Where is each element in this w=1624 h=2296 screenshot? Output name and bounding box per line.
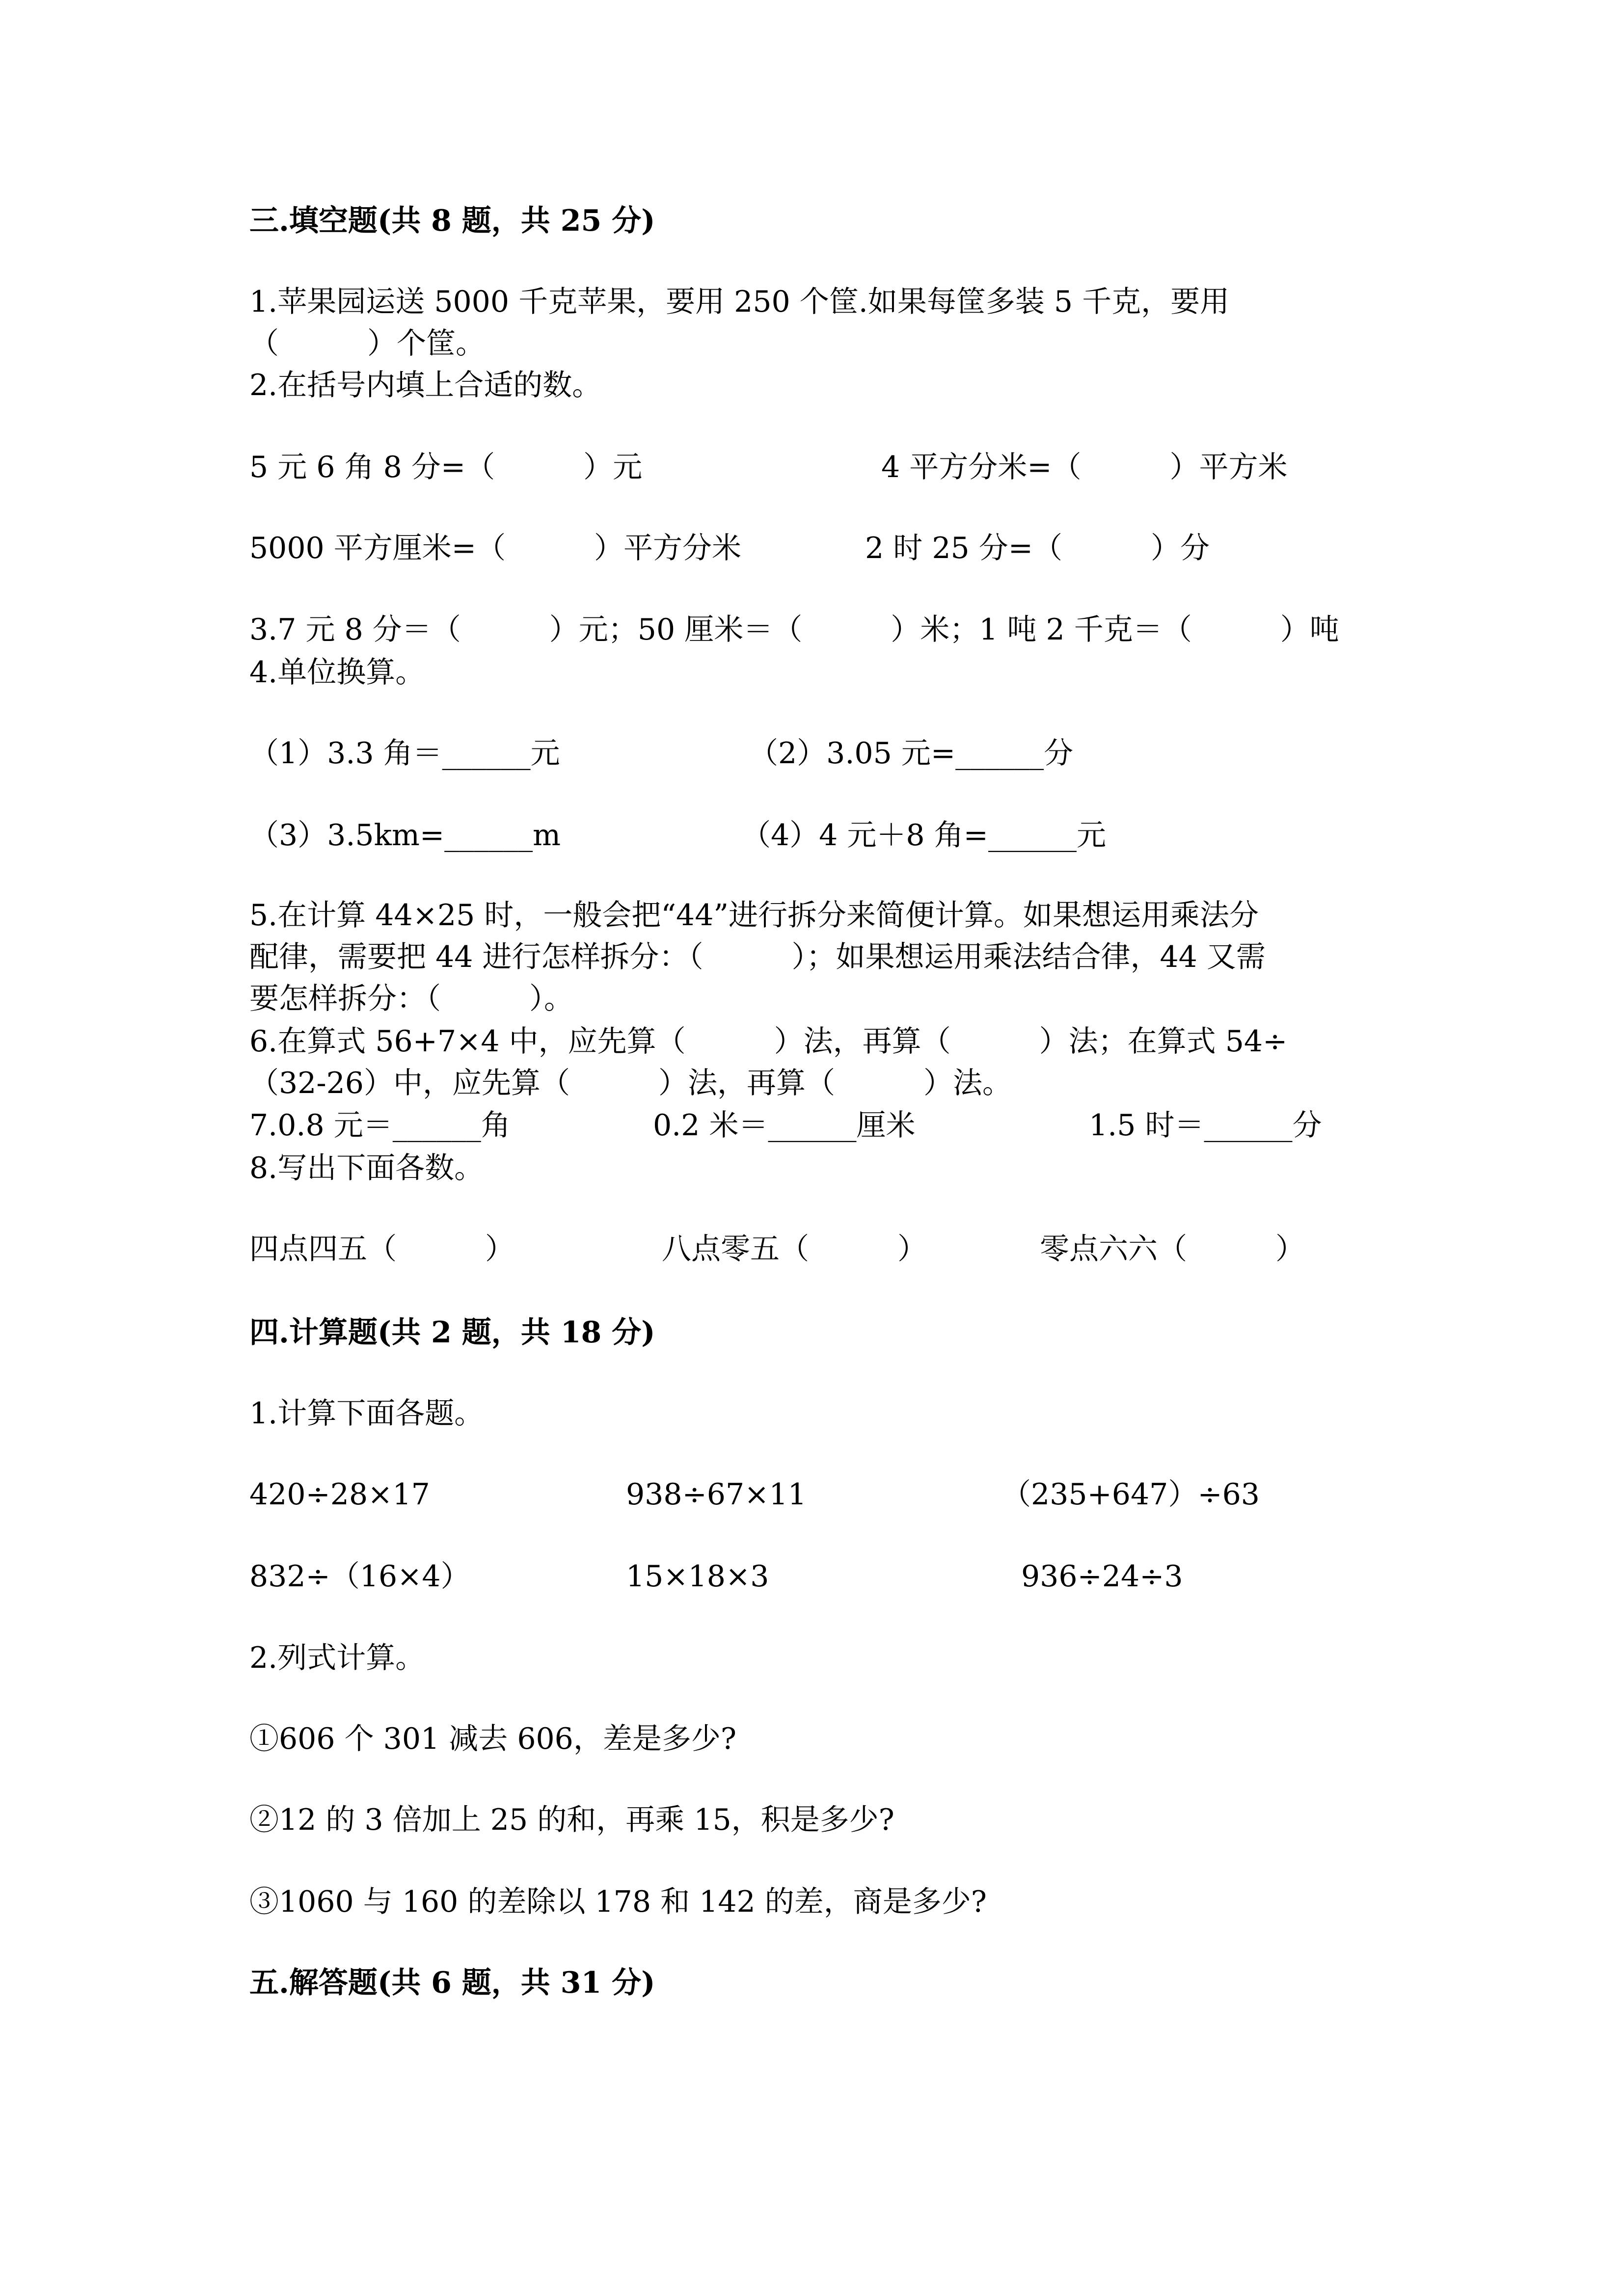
question-4-item-1: （1）3.3 角＝______元 (249, 736, 560, 771)
question-6-line-1: 6.在算式 56+7×4 中，应先算（ ）法，再算（ ）法；在算式 54÷ (249, 1024, 1288, 1059)
calc-expression-4: 832÷（16×4） (249, 1559, 470, 1594)
question-2-item-1: 5 元 6 角 8 分=（ ）元 (249, 450, 643, 484)
section-heading-fill-in-blank: 三.填空题(共 8 题，共 25 分) (249, 204, 655, 238)
question-3: 3.7 元 8 分＝（ ）元；50 厘米＝（ ）米；1 吨 2 千克＝（ ）吨 (249, 613, 1339, 647)
question-7-item-3: 1.5 时＝______分 (1089, 1108, 1322, 1143)
question-2-item-3: 5000 平方厘米=（ ）平方分米 (249, 531, 742, 565)
question-8-item-3: 零点六六（ ） (1040, 1232, 1305, 1266)
calc-expression-1: 420÷28×17 (249, 1477, 430, 1512)
calc-expression-2: 938÷67×11 (626, 1477, 807, 1512)
question-8-item-1: 四点四五（ ） (249, 1232, 514, 1266)
question-2-item-2: 4 平方分米=（ ）平方米 (881, 450, 1288, 484)
question-8-prompt: 8.写出下面各数。 (249, 1151, 484, 1185)
question-8-item-2: 八点零五（ ） (662, 1232, 927, 1266)
question-7-item-2: 0.2 米＝______厘米 (653, 1108, 916, 1143)
calc-question-2-item-1: ①606 个 301 减去 606，差是多少? (249, 1722, 737, 1756)
question-2-prompt: 2.在括号内填上合适的数。 (249, 368, 602, 402)
question-4-item-4: （4）4 元＋8 角=______元 (741, 818, 1106, 853)
question-4-item-3: （3）3.5km=______m (249, 818, 561, 853)
question-4-item-2: （2）3.05 元=______分 (749, 736, 1074, 771)
calc-expression-5: 15×18×3 (626, 1559, 769, 1594)
question-5-line-3: 要怎样拆分：（ ）。 (249, 982, 573, 1016)
calc-question-2-item-3: ③1060 与 160 的差除以 178 和 142 的差，商是多少? (249, 1885, 987, 1919)
section-heading-word-problems: 五.解答题(共 6 题，共 31 分) (249, 1966, 655, 2000)
question-7-item-1: 7.0.8 元＝______角 (249, 1108, 511, 1143)
question-4-prompt: 4.单位换算。 (249, 655, 425, 690)
calc-question-1-prompt: 1.计算下面各题。 (249, 1396, 484, 1431)
calc-expression-3: （235+647）÷63 (1001, 1477, 1260, 1512)
calc-question-2-item-2: ②12 的 3 倍加上 25 的和，再乘 15，积是多少? (249, 1803, 894, 1837)
question-2-item-4: 2 时 25 分=（ ）分 (865, 531, 1210, 565)
question-1-line-2: （ ）个筐。 (249, 326, 485, 361)
question-6-line-2: （32-26）中，应先算（ ）法，再算（ ）法。 (249, 1066, 1012, 1100)
calc-expression-6: 936÷24÷3 (1021, 1559, 1183, 1594)
calc-question-2-prompt: 2.列式计算。 (249, 1641, 425, 1675)
question-5-line-1: 5.在计算 44×25 时，一般会把“44”进行拆分来简便计算。如果想运用乘法分 (249, 898, 1259, 933)
question-1-line-1: 1.苹果园运送 5000 千克苹果，要用 250 个筐.如果每筐多装 5 千克，要用 (249, 285, 1230, 319)
section-heading-calculation: 四.计算题(共 2 题，共 18 分) (249, 1315, 655, 1350)
question-5-line-2: 配律，需要把 44 进行怎样拆分：（ ）；如果想运用乘法结合律，44 又需 (249, 940, 1266, 974)
